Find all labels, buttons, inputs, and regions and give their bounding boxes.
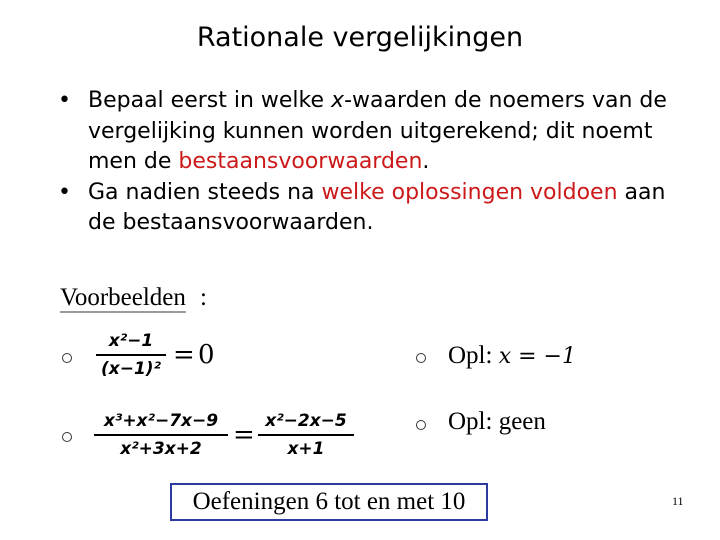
bullet-text: -waarden de noemers van de vergelijking kunnen worden uitgerekend; dit noemt men de bbox=[88, 88, 667, 174]
bullet-text: aan de bestaansvoorwaarden. bbox=[88, 179, 666, 235]
example-2-equals: = bbox=[233, 420, 255, 450]
bullet-text: . bbox=[422, 149, 430, 174]
fraction-denominator: x²+3x+2 bbox=[120, 439, 202, 459]
fraction-denominator: x+1 bbox=[287, 439, 325, 459]
example-1-equals: = bbox=[173, 340, 195, 370]
examples-heading: Voorbeelden bbox=[60, 284, 186, 311]
examples-colon: : bbox=[200, 284, 207, 311]
sub-bullet-circle bbox=[62, 353, 72, 363]
bullet-item-existence-conditions bbox=[58, 86, 678, 178]
example-2-lhs-fraction bbox=[94, 410, 228, 460]
solution-value: x = −1 bbox=[498, 344, 576, 369]
sub-bullet-circle bbox=[416, 420, 426, 430]
sub-bullet-circle bbox=[62, 432, 72, 442]
exercise-reference-box: Oefeningen 6 tot en met 10 bbox=[170, 483, 488, 521]
fraction-denominator: (x−1)² bbox=[100, 359, 162, 379]
fraction-bar bbox=[258, 434, 354, 436]
fraction-numerator: x²−2x−5 bbox=[265, 411, 347, 431]
bullet-dot: • bbox=[58, 179, 71, 205]
bullet-dot: • bbox=[58, 88, 71, 113]
bullet-item-check-solutions bbox=[58, 178, 678, 239]
example-1-rhs: 0 bbox=[198, 340, 215, 370]
page-number: 11 bbox=[672, 494, 684, 508]
bullet-text: Bepaal eerst in welke bbox=[88, 88, 332, 113]
highlight-term: welke oplossingen voldoen bbox=[321, 179, 618, 205]
fraction-bar bbox=[96, 354, 166, 356]
fraction-numerator: x²−1 bbox=[108, 331, 154, 351]
example-2-solution bbox=[448, 406, 546, 439]
slide-title: Rationale vergelijkingen bbox=[196, 22, 524, 53]
fraction-bar bbox=[94, 434, 228, 436]
highlight-term: bestaansvoorwaarden bbox=[178, 149, 423, 174]
solution-label: Opl: geen bbox=[448, 408, 546, 435]
solution-label: Opl: bbox=[448, 342, 499, 369]
example-1-lhs-fraction bbox=[96, 330, 166, 380]
example-1-solution bbox=[448, 340, 576, 373]
fraction-numerator: x³+x²−7x−9 bbox=[103, 411, 219, 431]
variable-x: x bbox=[331, 88, 345, 113]
sub-bullet-circle bbox=[416, 353, 426, 363]
example-2-rhs-fraction bbox=[258, 410, 354, 460]
bullet-list bbox=[58, 86, 678, 239]
bullet-text: Ga nadien steeds na bbox=[88, 179, 322, 205]
